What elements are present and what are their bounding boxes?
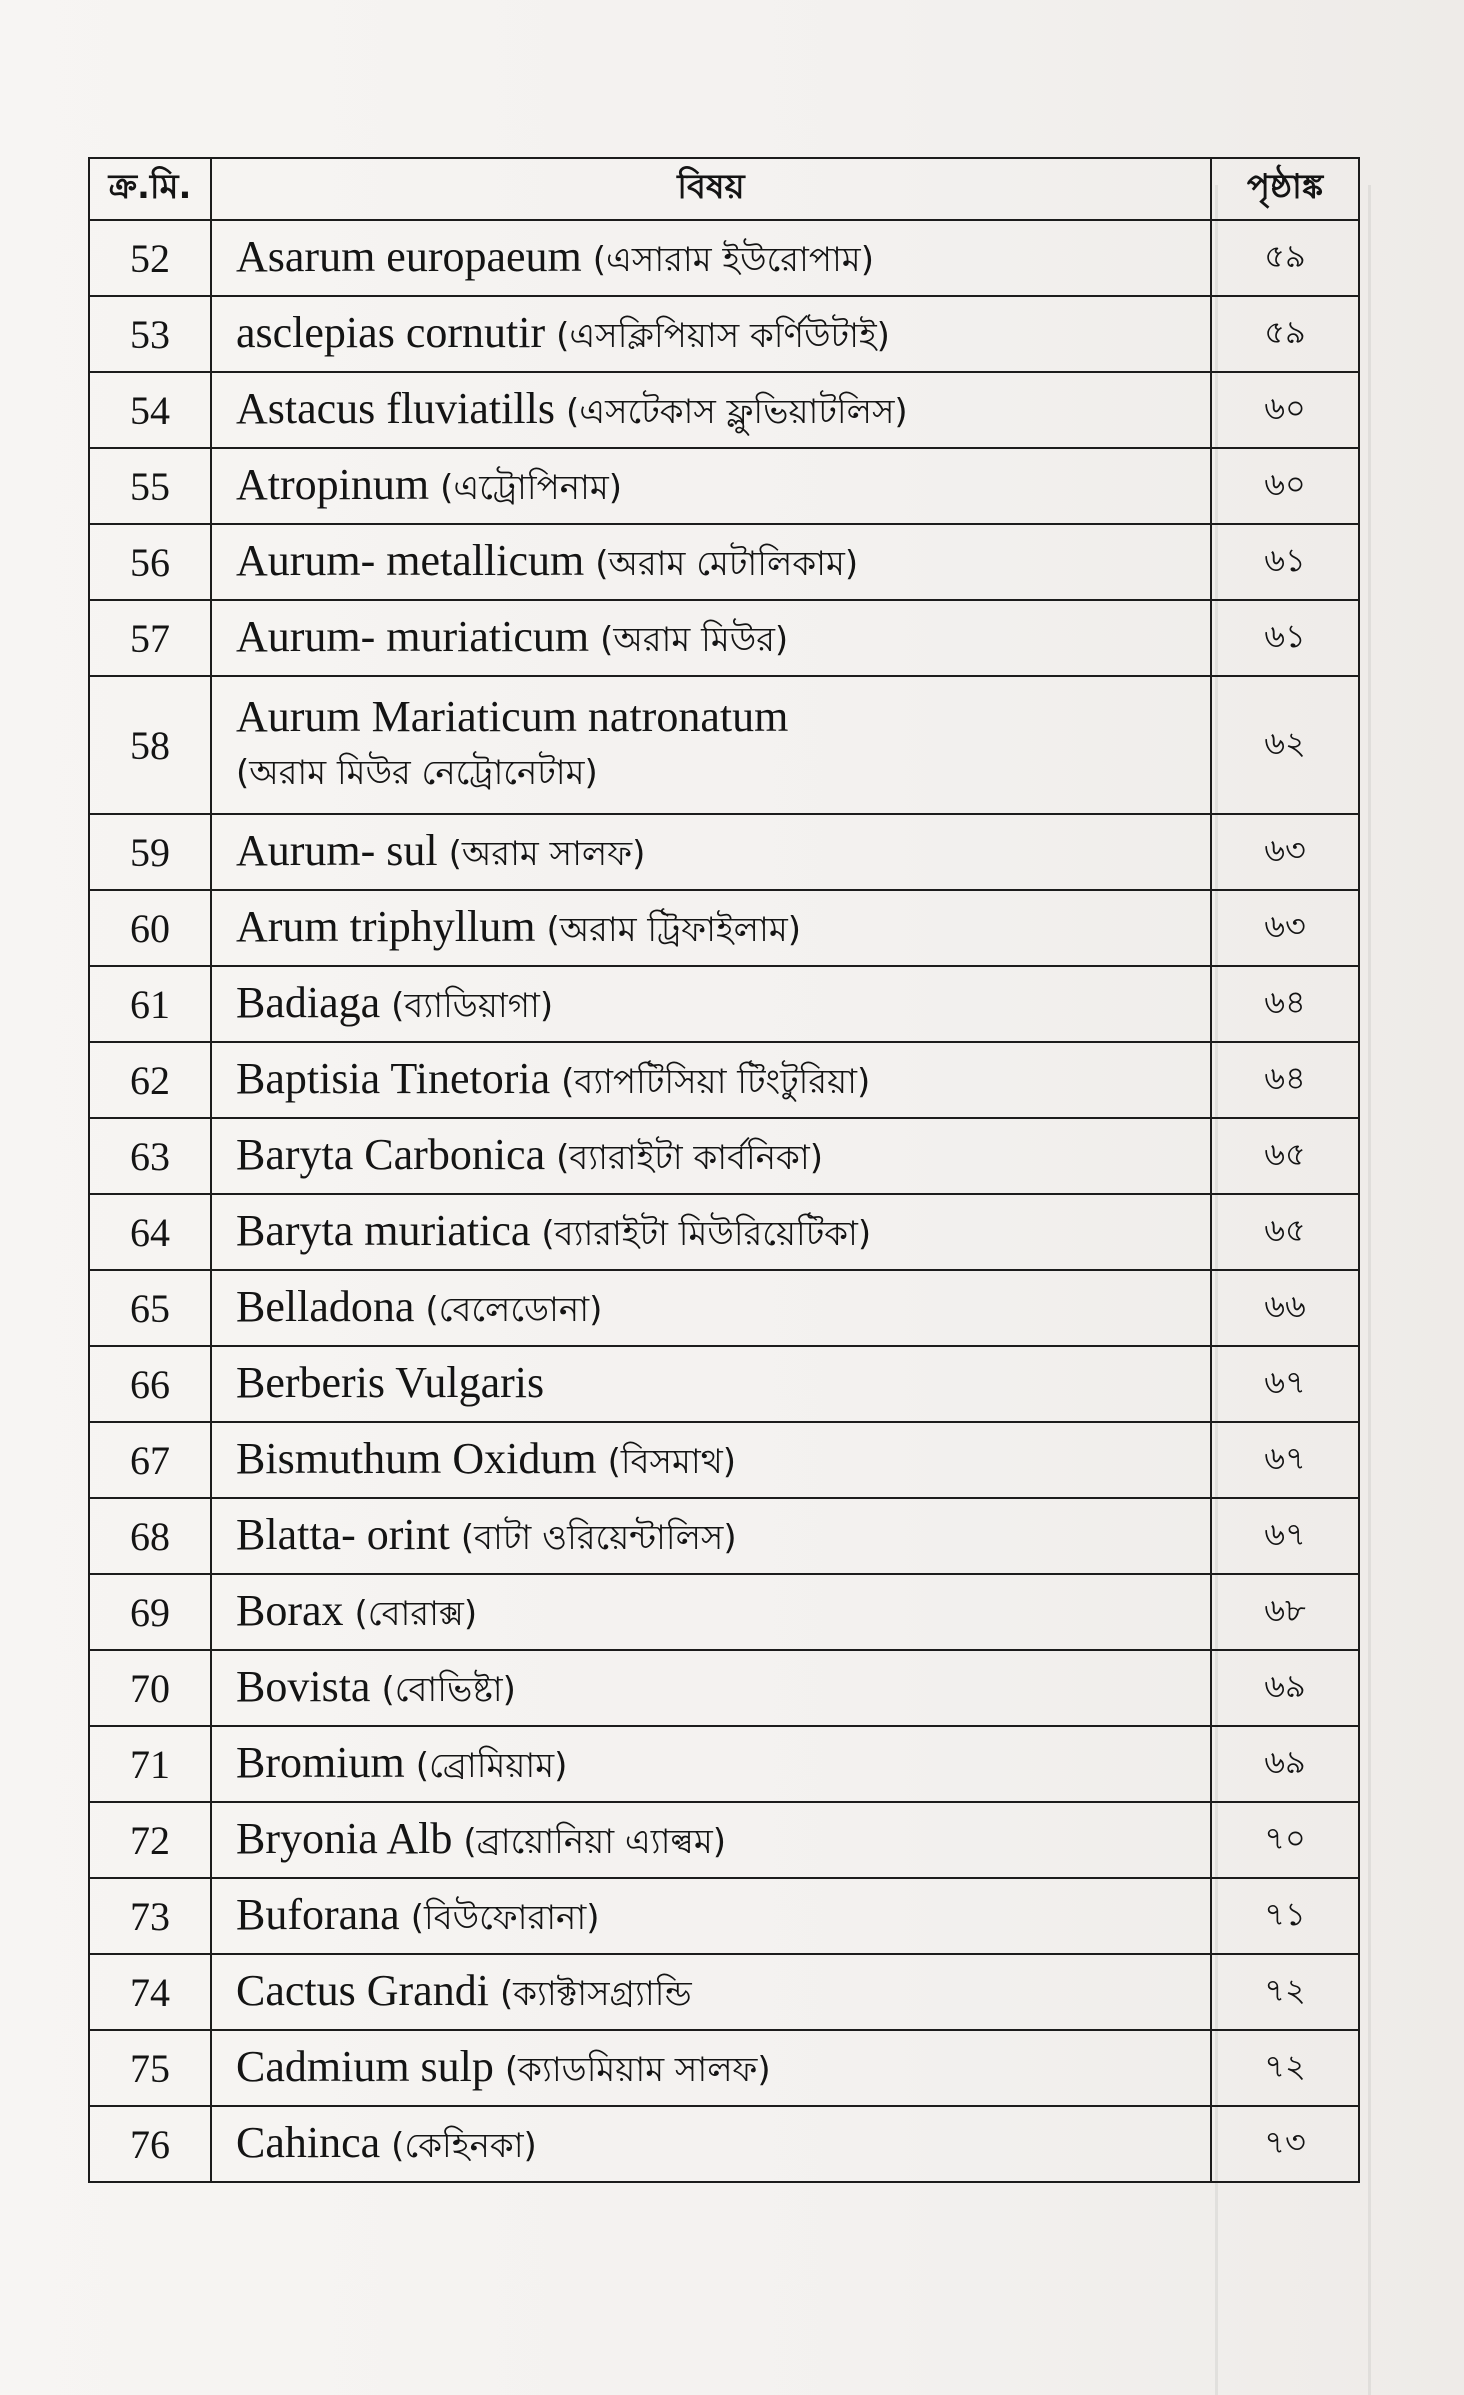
table-row <box>89 1726 1359 1802</box>
table-row <box>89 1194 1359 1270</box>
remedy-name: Aurum- sul <box>236 825 438 875</box>
table-row <box>89 966 1359 1042</box>
page-number: ৬০ <box>1211 448 1359 524</box>
subject-cell <box>211 600 1211 676</box>
page-number: ৬৩ <box>1211 814 1359 890</box>
header-subject: বিষয় <box>211 158 1211 220</box>
page-number: ৬৯ <box>1211 1650 1359 1726</box>
table-row <box>89 448 1359 524</box>
table-row <box>89 814 1359 890</box>
subject-cell <box>211 1270 1211 1346</box>
remedy-name: Bismuthum Oxidum <box>236 1433 597 1483</box>
subject-cell <box>211 372 1211 448</box>
serial-number: 54 <box>89 372 211 448</box>
serial-number: 58 <box>89 676 211 814</box>
remedy-bengali-name: (ব্রায়োনিয়া এ্যাল্বম) <box>463 1821 726 1862</box>
serial-number: 70 <box>89 1650 211 1726</box>
remedy-bengali-name: (বেলেডোনা) <box>425 1289 603 1330</box>
remedy-bengali-name: (বোরাক্স) <box>354 1593 478 1634</box>
serial-number: 74 <box>89 1954 211 2030</box>
remedy-name: Belladona <box>236 1281 415 1331</box>
remedy-bengali-name: (এট্রোপিনাম) <box>440 467 623 508</box>
serial-number: 52 <box>89 220 211 296</box>
serial-number: 68 <box>89 1498 211 1574</box>
serial-number: 62 <box>89 1042 211 1118</box>
page-number: ৬২ <box>1211 676 1359 814</box>
remedy-bengali-name: (ক্যাডমিয়াম সালফ) <box>504 2049 771 2090</box>
subject-cell <box>211 448 1211 524</box>
table-row <box>89 372 1359 448</box>
remedy-name: asclepias cornutir <box>236 307 546 357</box>
remedy-bengali-name: (ব্যারাইটা কার্বনিকা) <box>556 1137 823 1178</box>
remedy-bengali-name: (অরাম মিউর নেট্রোনেটাম) <box>236 753 598 793</box>
remedy-bengali-name: (এসটেকাস ফ্লুভিয়াটলিস) <box>565 391 908 432</box>
remedy-bengali-name: (অরাম মেটালিকাম) <box>595 543 859 584</box>
remedy-name: Baptisia Tinetoria <box>236 1053 551 1103</box>
subject-cell <box>211 1346 1211 1422</box>
serial-number: 64 <box>89 1194 211 1270</box>
table-row <box>89 1270 1359 1346</box>
remedy-name: Berberis Vulgaris <box>236 1357 545 1407</box>
subject-cell <box>211 1726 1211 1802</box>
header-page: পৃষ্ঠাঙ্ক <box>1211 158 1359 220</box>
serial-number: 59 <box>89 814 211 890</box>
subject-cell <box>211 2106 1211 2182</box>
remedy-bengali-name: (বাটা ওরিয়েন্টালিস) <box>460 1517 737 1558</box>
table-row <box>89 1422 1359 1498</box>
remedy-bengali-name: (অরাম সালফ) <box>448 833 646 874</box>
remedy-bengali-name: (অরাম ট্রিফাইলাম) <box>546 909 801 950</box>
table-row <box>89 296 1359 372</box>
table-row <box>89 1802 1359 1878</box>
subject-cell <box>211 1954 1211 2030</box>
subject-cell <box>211 1650 1211 1726</box>
remedy-name: Asarum europaeum <box>236 231 582 281</box>
serial-number: 73 <box>89 1878 211 1954</box>
table-row <box>89 2030 1359 2106</box>
remedy-name: Baryta Carbonica <box>236 1129 546 1179</box>
table-row <box>89 1954 1359 2030</box>
page-number: ৬৭ <box>1211 1498 1359 1574</box>
page-number: ৬১ <box>1211 600 1359 676</box>
remedy-name: Atropinum <box>236 459 430 509</box>
remedy-bengali-name: (কেহিনকা) <box>391 2125 537 2166</box>
remedy-bengali-name: (ব্রোমিয়াম) <box>415 1745 568 1786</box>
table-row <box>89 2106 1359 2182</box>
subject-cell <box>211 1802 1211 1878</box>
remedy-bengali-name: (ব্যাপটিসিয়া টিংটুরিয়া) <box>561 1061 871 1102</box>
table-row <box>89 1574 1359 1650</box>
remedy-name: Cadmium sulp <box>236 2041 494 2091</box>
page-number: ৬৩ <box>1211 890 1359 966</box>
remedy-bengali-name: (বিউফোরানা) <box>410 1897 600 1938</box>
table-row <box>89 220 1359 296</box>
subject-cell <box>211 1042 1211 1118</box>
subject-cell <box>211 814 1211 890</box>
page-number: ৭৩ <box>1211 2106 1359 2182</box>
page-number: ৭০ <box>1211 1802 1359 1878</box>
remedy-bengali-name: (অরাম মিউর) <box>600 619 789 660</box>
page-number: ৫৯ <box>1211 220 1359 296</box>
subject-cell <box>211 676 1211 814</box>
remedy-name: Aurum- metallicum <box>236 535 585 585</box>
serial-number: 56 <box>89 524 211 600</box>
table-header-row <box>89 158 1359 220</box>
remedy-bengali-name: (ব্যারাইটা মিউরিয়েটিকা) <box>541 1213 872 1254</box>
page-number: ৬৪ <box>1211 966 1359 1042</box>
remedy-name: Bovista <box>236 1661 371 1711</box>
subject-cell <box>211 1498 1211 1574</box>
table-row <box>89 1650 1359 1726</box>
remedy-index-table <box>88 157 1360 2183</box>
table-row <box>89 676 1359 814</box>
table-row <box>89 1498 1359 1574</box>
page-number: ৬৪ <box>1211 1042 1359 1118</box>
serial-number: 63 <box>89 1118 211 1194</box>
serial-number: 67 <box>89 1422 211 1498</box>
page-number: ৬৫ <box>1211 1194 1359 1270</box>
subject-cell <box>211 220 1211 296</box>
remedy-bengali-name: (এসক্লিপিয়াস কর্ণিউটাই) <box>556 315 890 356</box>
header-serial: ক্র.মি. <box>89 158 211 220</box>
table-row <box>89 1118 1359 1194</box>
page-number: ৫৯ <box>1211 296 1359 372</box>
page-number: ৬৭ <box>1211 1346 1359 1422</box>
serial-number: 76 <box>89 2106 211 2182</box>
remedy-name: Buforana <box>236 1889 400 1939</box>
page-number: ৬৬ <box>1211 1270 1359 1346</box>
remedy-name: Baryta muriatica <box>236 1205 531 1255</box>
serial-number: 72 <box>89 1802 211 1878</box>
remedy-name: Borax <box>236 1585 344 1635</box>
remedy-bengali-name: (ব্যাডিয়াগা) <box>391 985 554 1026</box>
serial-number: 69 <box>89 1574 211 1650</box>
page-number: ৬৫ <box>1211 1118 1359 1194</box>
remedy-bengali-name: (বিসমাথ) <box>607 1441 736 1482</box>
table-row <box>89 890 1359 966</box>
remedy-name: Badiaga <box>236 977 381 1027</box>
table-body <box>89 220 1359 2182</box>
subject-cell <box>211 1194 1211 1270</box>
remedy-bengali-name: (এসারাম ইউরোপাম) <box>592 239 874 280</box>
page-number: ৬০ <box>1211 372 1359 448</box>
serial-number: 66 <box>89 1346 211 1422</box>
subject-cell <box>211 2030 1211 2106</box>
serial-number: 55 <box>89 448 211 524</box>
remedy-name: Aurum- muriaticum <box>236 611 590 661</box>
subject-cell <box>211 966 1211 1042</box>
subject-cell <box>211 890 1211 966</box>
page-number: ৭১ <box>1211 1878 1359 1954</box>
page-number: ৬৮ <box>1211 1574 1359 1650</box>
remedy-name: Cactus Grandi <box>236 1965 489 2015</box>
remedy-name: Astacus fluviatills <box>236 383 555 433</box>
table-row <box>89 1878 1359 1954</box>
remedy-name: Cahinca <box>236 2117 381 2167</box>
remedy-name: Blatta- orint <box>236 1509 450 1559</box>
page-number: ৬৭ <box>1211 1422 1359 1498</box>
remedy-name: Bromium <box>236 1737 405 1787</box>
remedy-bengali-name: (বোভিষ্টা) <box>381 1669 516 1710</box>
table-row <box>89 1346 1359 1422</box>
page-number: ৬১ <box>1211 524 1359 600</box>
table-row <box>89 1042 1359 1118</box>
serial-number: 60 <box>89 890 211 966</box>
page-number: ৭২ <box>1211 1954 1359 2030</box>
serial-number: 53 <box>89 296 211 372</box>
remedy-name: Aurum Mariaticum natronatum <box>236 692 789 741</box>
page-number: ৭২ <box>1211 2030 1359 2106</box>
serial-number: 61 <box>89 966 211 1042</box>
subject-cell <box>211 296 1211 372</box>
remedy-bengali-name: (ক্যাক্টাসগ্র্যান্ডি <box>499 1973 692 2014</box>
table-row <box>89 600 1359 676</box>
subject-cell <box>211 1574 1211 1650</box>
subject-cell <box>211 1118 1211 1194</box>
subject-cell <box>211 524 1211 600</box>
subject-cell <box>211 1422 1211 1498</box>
remedy-name: Arum triphyllum <box>236 901 536 951</box>
serial-number: 65 <box>89 1270 211 1346</box>
remedy-name: Bryonia Alb <box>236 1813 453 1863</box>
page-number: ৬৯ <box>1211 1726 1359 1802</box>
serial-number: 57 <box>89 600 211 676</box>
serial-number: 75 <box>89 2030 211 2106</box>
serial-number: 71 <box>89 1726 211 1802</box>
table-row <box>89 524 1359 600</box>
subject-cell <box>211 1878 1211 1954</box>
